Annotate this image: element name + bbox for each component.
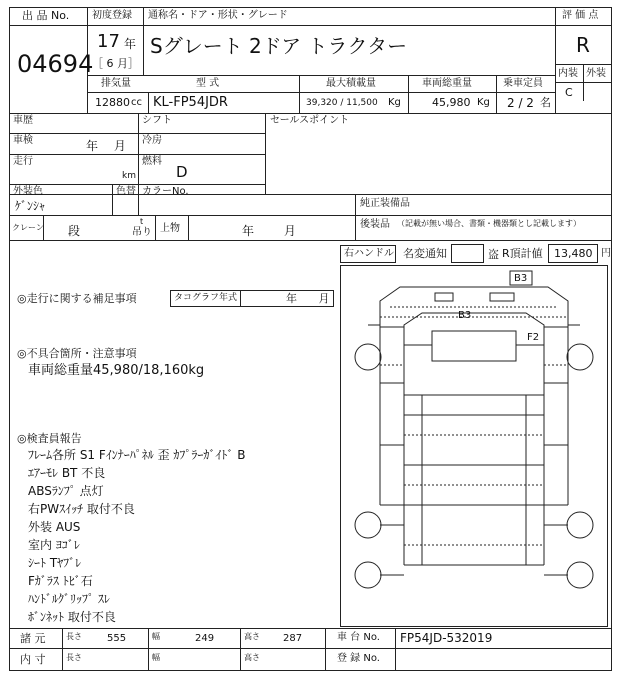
damage-mark-windshield: B3 — [458, 310, 472, 321]
loading-label: 上物 — [160, 223, 180, 234]
model-code-value: KL-FP54JDR — [153, 95, 228, 110]
color-value: ｹﾞﾝｼｬ — [15, 199, 46, 213]
height-label: 高さ — [244, 632, 260, 641]
loading-value: 年 月 — [242, 224, 296, 238]
reg-label: 登 録 No. — [337, 653, 380, 664]
fuel-value: D — [176, 163, 188, 181]
interior-width-label: 幅 — [152, 653, 160, 662]
defect-label: ◎不具合箇所・注意事項 — [17, 347, 137, 360]
damage-mark-top: B3 — [514, 273, 528, 284]
width-value: 249 — [195, 633, 215, 644]
inspector-line: ｼｰﾄ Tﾔﾌﾞﾚ — [28, 556, 82, 570]
name-change-box — [451, 244, 484, 263]
height-value: 287 — [283, 633, 303, 644]
fuel-label: 燃料 — [142, 156, 162, 167]
capacity-label: 乗車定員 — [503, 78, 543, 89]
right-hand-label: 右ハンドル — [344, 248, 394, 259]
vehicle-diagram — [340, 265, 608, 627]
displacement-label: 排気量 — [101, 78, 131, 89]
displacement-value: 12880 — [95, 96, 130, 109]
capacity-value: 2 / 2 — [507, 96, 534, 110]
first-reg-label: 初度登録 — [92, 10, 132, 21]
interior-length-label: 長さ — [66, 653, 82, 662]
interior-grade: C — [565, 86, 573, 99]
tachograph-label: タコグラフ年式 — [174, 293, 238, 303]
tachograph-value: 年 月 — [286, 292, 330, 305]
odometer-unit: 円 — [601, 248, 611, 259]
interior-label: 内装 — [558, 68, 578, 79]
aircon-label: 冷房 — [142, 135, 162, 146]
max-load-label: 最大積載量 — [326, 78, 376, 89]
gross-weight-label: 車両総重量 — [422, 78, 472, 89]
chassis-value: FP54JD-532019 — [400, 631, 493, 645]
exterior-label: 外装 — [586, 68, 606, 79]
lot-number: 04694 — [17, 50, 94, 78]
defect-text: 車両総重量45,980/18,160kg — [28, 363, 205, 378]
inspector-line: ｴｱｰﾓﾚ BT 不良 — [28, 466, 106, 480]
color-no-label: 色替 — [116, 186, 136, 197]
interior-dims-label: 内 寸 — [20, 653, 46, 666]
odometer-label: R頂計値 — [502, 247, 543, 260]
inspector-line: Fｶﾞﾗｽ ﾄﾋﾞ石 — [28, 574, 93, 588]
color-code-label: カラーNo. — [142, 186, 189, 197]
mileage-label: 走行 — [13, 156, 33, 167]
model-code-label: 型 式 — [196, 78, 220, 89]
gross-weight-value: 45,980 — [432, 96, 471, 109]
model-name: Sグレート 2ドア トラクター — [150, 34, 408, 58]
inspector-line: ﾌﾚｰﾑ各所 S1 Fｲﾝﾅｰﾊﾟﾈﾙ 歪 ｶﾌﾟﾗｰｶﾞｲﾄﾞ B — [28, 448, 246, 462]
inspection-value: 年 月 — [86, 139, 126, 153]
width-label: 幅 — [152, 632, 160, 641]
capacity-unit: 名 — [540, 96, 551, 109]
first-reg-month: ［ 6 月］ — [92, 57, 139, 70]
aftermarket-label: 後装品 — [360, 219, 390, 230]
inspector-line: ﾎﾞﾝﾈｯﾄ 取付不良 — [28, 610, 116, 624]
grade-label: 評 価 点 — [562, 10, 599, 21]
lot-label: 出 品 No. — [22, 9, 70, 22]
odometer-prefix: 盗 — [488, 248, 499, 261]
model-name-label: 通称名・ドア・形状・グレード — [148, 10, 288, 21]
gross-weight-unit: Kg — [477, 97, 490, 108]
aftermarket-note: （記載が無い場合、書類・機器類とし記載します） — [397, 219, 581, 228]
displacement-unit: cc — [131, 97, 142, 108]
crane-lift: 吊り — [132, 227, 152, 238]
inspector-line: 外装 AUS — [28, 520, 81, 534]
sales-point-label: セールスポイント — [270, 115, 350, 126]
inspector-line: ABSﾗﾝﾌﾟ 点灯 — [28, 484, 104, 498]
inspector-line: ﾊﾝﾄﾞﾙｸﾞﾘｯﾌﾟ ｽﾚ — [28, 592, 110, 606]
inspection-label: 車検 — [13, 135, 33, 146]
history-label: 車歴 — [13, 115, 33, 126]
crane-ton-unit: t — [140, 217, 144, 226]
max-load-unit: Kg — [388, 97, 401, 108]
genuine-label: 純正装備品 — [360, 198, 410, 209]
mileage-unit: km — [122, 171, 136, 181]
color-label: 外装色 — [13, 186, 43, 197]
length-label: 長さ — [66, 632, 82, 641]
crane-label: クレーン — [12, 223, 44, 232]
inspector-label: ◎検査員報告 — [17, 432, 82, 445]
driving-notes-label: ◎走行に関する補足事項 — [17, 292, 137, 305]
odometer-value: 13,480 — [554, 247, 593, 260]
crane-stage: 段 — [68, 224, 81, 238]
first-reg-year: 17 — [97, 31, 120, 52]
inspector-line: 右PWｽｲｯﾁ 取付不良 — [28, 502, 135, 516]
shift-label: シフト — [142, 115, 172, 126]
specs-label: 諸 元 — [20, 632, 46, 645]
overall-grade: R — [576, 33, 590, 57]
name-change-label: 名変通知 — [403, 247, 447, 260]
chassis-label: 車 台 No. — [337, 632, 380, 643]
interior-height-label: 高さ — [244, 653, 260, 662]
length-value: 555 — [107, 633, 127, 644]
inspector-line: 室内 ﾖｺﾞﾚ — [28, 538, 80, 552]
max-load-value: 39,320 / 11,500 — [306, 98, 378, 108]
year-unit: 年 — [124, 37, 137, 51]
damage-mark-cab-right: F2 — [527, 332, 540, 343]
